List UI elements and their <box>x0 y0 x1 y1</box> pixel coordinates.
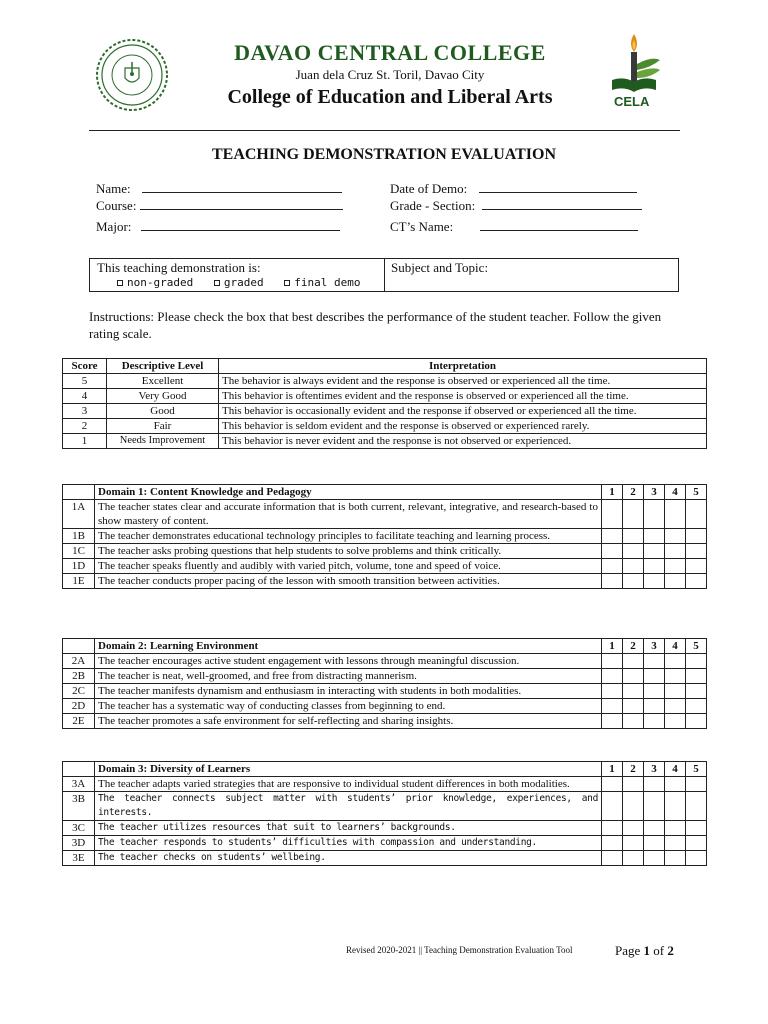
rating-checkbox-2[interactable] <box>623 699 644 714</box>
option-final-demo[interactable]: final demo <box>284 276 360 289</box>
rating-checkbox-3[interactable] <box>644 714 665 729</box>
checkbox-icon[interactable] <box>284 280 290 286</box>
criterion-row <box>63 574 707 589</box>
cela-logo-text: CELA <box>614 94 650 109</box>
rating-header-3: 3 <box>644 762 665 777</box>
rating-header-5: 5 <box>686 762 707 777</box>
header-divider <box>89 130 680 131</box>
rating-header-4: 4 <box>665 762 686 777</box>
name-field[interactable] <box>96 181 342 197</box>
scale-header-row <box>63 359 707 374</box>
rating-checkbox-1[interactable] <box>602 669 623 684</box>
domain-title: Domain 2: Learning Environment <box>95 639 602 654</box>
rating-checkbox-2[interactable] <box>623 500 644 529</box>
rating-checkbox-3[interactable] <box>644 529 665 544</box>
page-total: 2 <box>667 943 674 958</box>
criterion-text: The teacher speaks fluently and audibly with varied pitch, volume, tone and speed of voice. <box>95 559 602 574</box>
major-label: Major: <box>96 219 132 234</box>
grade-field[interactable] <box>390 198 642 214</box>
rating-checkbox-1[interactable] <box>602 654 623 669</box>
criterion-row <box>63 684 707 699</box>
demo-type-box <box>89 258 679 292</box>
criterion-text: The teacher utilizes resources that suit to learners’ backgrounds. <box>95 821 602 836</box>
rating-checkbox-3[interactable] <box>644 699 665 714</box>
level-header: Descriptive Level <box>107 359 219 374</box>
rating-checkbox-5[interactable] <box>686 699 707 714</box>
page-word: Page <box>615 943 641 958</box>
rating-checkbox-2[interactable] <box>623 559 644 574</box>
rating-checkbox-4[interactable] <box>665 699 686 714</box>
rating-header-2: 2 <box>623 485 644 500</box>
rating-checkbox-5[interactable] <box>686 777 707 792</box>
rating-checkbox-4[interactable] <box>665 851 686 866</box>
domain-1-table <box>62 484 707 589</box>
scale-score: 1 <box>63 434 107 449</box>
rating-checkbox-5[interactable] <box>686 714 707 729</box>
date-input-line[interactable] <box>479 183 637 193</box>
criterion-code: 3E <box>63 851 95 866</box>
scale-interpretation: The behavior is always evident and the response is observed or experienced all the time. <box>219 374 707 389</box>
scale-level: Very Good <box>107 389 219 404</box>
scale-score: 2 <box>63 419 107 434</box>
criterion-code: 3C <box>63 821 95 836</box>
criterion-text: The teacher manifests dynamism and enthusiasm in interacting with students in both modalities. <box>95 684 602 699</box>
page-of-word: of <box>653 943 665 958</box>
criterion-text: The teacher checks on students’ wellbeing. <box>95 851 602 866</box>
scale-row <box>63 374 707 389</box>
name-input-line[interactable] <box>142 183 342 193</box>
grade-input-line[interactable] <box>482 200 642 210</box>
rating-checkbox-1[interactable] <box>602 574 623 589</box>
page-indicator <box>615 943 674 959</box>
rating-checkbox-3[interactable] <box>644 836 665 851</box>
rating-checkbox-1[interactable] <box>602 500 623 529</box>
rating-checkbox-3[interactable] <box>644 777 665 792</box>
rating-checkbox-1[interactable] <box>602 699 623 714</box>
rating-checkbox-5[interactable] <box>686 500 707 529</box>
rating-checkbox-2[interactable] <box>623 792 644 821</box>
rating-checkbox-1[interactable] <box>602 714 623 729</box>
criterion-code: 2A <box>63 654 95 669</box>
rating-header-3: 3 <box>644 639 665 654</box>
criterion-code: 1B <box>63 529 95 544</box>
rating-checkbox-2[interactable] <box>623 821 644 836</box>
scale-score: 3 <box>63 404 107 419</box>
rating-checkbox-3[interactable] <box>644 684 665 699</box>
rating-checkbox-4[interactable] <box>665 669 686 684</box>
criterion-row <box>63 544 707 559</box>
criterion-text: The teacher responds to students’ difficulties with compassion and understanding. <box>95 836 602 851</box>
criterion-text: The teacher adapts varied strategies that are responsive to individual student differences in both modalities. <box>95 777 602 792</box>
code-header-cell <box>63 485 95 500</box>
criterion-text: The teacher states clear and accurate information that is both current, relevant, integrative, and research-based to show mastery of content. <box>95 500 602 529</box>
criterion-row <box>63 699 707 714</box>
rating-checkbox-2[interactable] <box>623 654 644 669</box>
code-header-cell <box>63 762 95 777</box>
rating-checkbox-3[interactable] <box>644 851 665 866</box>
grade-label: Grade - Section: <box>390 198 476 213</box>
option-non-graded[interactable]: non-graded <box>117 276 193 289</box>
rating-checkbox-5[interactable] <box>686 836 707 851</box>
domain-title: Domain 3: Diversity of Learners <box>95 762 602 777</box>
criterion-row <box>63 529 707 544</box>
rating-checkbox-3[interactable] <box>644 559 665 574</box>
rating-checkbox-4[interactable] <box>665 529 686 544</box>
rating-checkbox-5[interactable] <box>686 669 707 684</box>
page-number: 1 <box>643 943 651 958</box>
criterion-row <box>63 654 707 669</box>
scale-level: Needs Improvement <box>107 434 219 449</box>
rating-checkbox-5[interactable] <box>686 544 707 559</box>
criterion-code: 3D <box>63 836 95 851</box>
criterion-code: 1E <box>63 574 95 589</box>
date-field[interactable] <box>390 181 637 197</box>
criterion-code: 1A <box>63 500 95 529</box>
rating-checkbox-5[interactable] <box>686 574 707 589</box>
rating-checkbox-4[interactable] <box>665 684 686 699</box>
rating-checkbox-5[interactable] <box>686 654 707 669</box>
rating-header-5: 5 <box>686 639 707 654</box>
criterion-row <box>63 777 707 792</box>
scale-row <box>63 389 707 404</box>
major-field[interactable] <box>96 219 340 235</box>
rating-header-1: 1 <box>602 485 623 500</box>
rating-checkbox-1[interactable] <box>602 559 623 574</box>
criterion-code: 1D <box>63 559 95 574</box>
rating-checkbox-1[interactable] <box>602 684 623 699</box>
rating-checkbox-5[interactable] <box>686 559 707 574</box>
rating-checkbox-3[interactable] <box>644 574 665 589</box>
domain-header-row <box>63 639 707 654</box>
scale-score: 5 <box>63 374 107 389</box>
criterion-code: 2B <box>63 669 95 684</box>
scale-score: 4 <box>63 389 107 404</box>
criterion-code: 2D <box>63 699 95 714</box>
rating-checkbox-1[interactable] <box>602 836 623 851</box>
course-label: Course: <box>96 198 137 213</box>
rating-header-5: 5 <box>686 485 707 500</box>
criterion-row <box>63 559 707 574</box>
criterion-row <box>63 836 707 851</box>
ct-field[interactable] <box>390 219 638 235</box>
rating-checkbox-1[interactable] <box>602 544 623 559</box>
rating-header-2: 2 <box>623 762 644 777</box>
department-name: College of Education and Liberal Arts <box>227 86 553 108</box>
rating-checkbox-3[interactable] <box>644 821 665 836</box>
scale-interpretation: This behavior is never evident and the response is not observed or experienced. <box>219 434 707 449</box>
rating-checkbox-4[interactable] <box>665 574 686 589</box>
scale-row <box>63 419 707 434</box>
rating-checkbox-2[interactable] <box>623 684 644 699</box>
rating-checkbox-2[interactable] <box>623 714 644 729</box>
course-input-line[interactable] <box>140 200 343 210</box>
criterion-text: The teacher connects subject matter with students’ prior knowledge, experiences, and interests. <box>95 792 602 821</box>
rating-checkbox-3[interactable] <box>644 500 665 529</box>
scale-level: Good <box>107 404 219 419</box>
domain-title: Domain 1: Content Knowledge and Pedagogy <box>95 485 602 500</box>
checkbox-icon[interactable] <box>117 280 123 286</box>
criterion-row <box>63 714 707 729</box>
scale-interpretation: This behavior is occasionally evident and the response if observed or experienced all the time. <box>219 404 707 419</box>
course-field[interactable] <box>96 198 343 214</box>
criterion-row <box>63 792 707 821</box>
criterion-row <box>63 851 707 866</box>
rating-checkbox-5[interactable] <box>686 851 707 866</box>
scale-level: Fair <box>107 419 219 434</box>
criterion-code: 1C <box>63 544 95 559</box>
rating-checkbox-2[interactable] <box>623 851 644 866</box>
major-input-line[interactable] <box>141 221 340 231</box>
score-header: Score <box>63 359 107 374</box>
domain-3-table <box>62 761 707 866</box>
criterion-text: The teacher promotes a safe environment for self-reflecting and sharing insights. <box>95 714 602 729</box>
scale-row <box>63 404 707 419</box>
criterion-row <box>63 821 707 836</box>
criterion-row <box>63 669 707 684</box>
criterion-text: The teacher encourages active student engagement with lessons through meaningful discussion. <box>95 654 602 669</box>
rating-checkbox-3[interactable] <box>644 669 665 684</box>
checkbox-icon[interactable] <box>214 280 220 286</box>
college-address: Juan dela Cruz St. Toril, Davao City <box>295 67 485 82</box>
rating-checkbox-1[interactable] <box>602 792 623 821</box>
rating-checkbox-2[interactable] <box>623 669 644 684</box>
rating-checkbox-4[interactable] <box>665 792 686 821</box>
rating-checkbox-5[interactable] <box>686 792 707 821</box>
rating-checkbox-4[interactable] <box>665 559 686 574</box>
scale-interpretation: This behavior is seldom evident and the response is observed or experienced rarely. <box>219 419 707 434</box>
rating-checkbox-2[interactable] <box>623 777 644 792</box>
rating-checkbox-2[interactable] <box>623 574 644 589</box>
rating-header-3: 3 <box>644 485 665 500</box>
interpretation-header: Interpretation <box>219 359 707 374</box>
rating-header-1: 1 <box>602 762 623 777</box>
college-name: DAVAO CENTRAL COLLEGE <box>234 40 546 65</box>
rating-checkbox-4[interactable] <box>665 821 686 836</box>
code-header-cell <box>63 639 95 654</box>
rating-checkbox-1[interactable] <box>602 851 623 866</box>
rating-checkbox-2[interactable] <box>623 836 644 851</box>
rating-checkbox-4[interactable] <box>665 654 686 669</box>
rating-checkbox-4[interactable] <box>665 500 686 529</box>
ct-label: CT’s Name: <box>390 219 454 234</box>
criterion-text: The teacher conducts proper pacing of the lesson with smooth transition between activities. <box>95 574 602 589</box>
rating-checkbox-4[interactable] <box>665 777 686 792</box>
rating-checkbox-4[interactable] <box>665 714 686 729</box>
instructions: Instructions: Please check the box that best describes the performance of the student teacher. Follow the given rating scale. <box>89 309 662 341</box>
rating-checkbox-4[interactable] <box>665 544 686 559</box>
rating-checkbox-2[interactable] <box>623 544 644 559</box>
criterion-row <box>63 500 707 529</box>
domain-header-row <box>63 485 707 500</box>
demo-type-label: This teaching demonstration is: <box>97 260 261 275</box>
subject-topic-field[interactable]: Subject and Topic: <box>391 260 489 275</box>
criterion-code: 3B <box>63 792 95 821</box>
criterion-code: 2E <box>63 714 95 729</box>
criterion-code: 2C <box>63 684 95 699</box>
scale-level: Excellent <box>107 374 219 389</box>
rating-header-4: 4 <box>665 639 686 654</box>
scale-interpretation: This behavior is oftentimes evident and the response is observed or experienced all the time. <box>219 389 707 404</box>
option-graded[interactable]: graded <box>214 276 264 289</box>
domain-header-row <box>63 762 707 777</box>
scale-row <box>63 434 707 449</box>
criterion-text: The teacher is neat, well-groomed, and free from distracting mannerism. <box>95 669 602 684</box>
date-label: Date of Demo: <box>390 181 468 196</box>
rating-checkbox-5[interactable] <box>686 684 707 699</box>
rating-header-1: 1 <box>602 639 623 654</box>
criterion-code: 3A <box>63 777 95 792</box>
criterion-text: The teacher asks probing questions that help students to solve problems and think critically. <box>95 544 602 559</box>
rating-checkbox-1[interactable] <box>602 777 623 792</box>
rating-checkbox-4[interactable] <box>665 836 686 851</box>
rating-checkbox-5[interactable] <box>686 529 707 544</box>
domain-2-table <box>62 638 707 729</box>
rating-checkbox-5[interactable] <box>686 821 707 836</box>
name-label: Name: <box>96 181 131 196</box>
rating-scale-table <box>62 358 707 449</box>
rating-header-2: 2 <box>623 639 644 654</box>
rating-checkbox-3[interactable] <box>644 654 665 669</box>
rating-checkbox-2[interactable] <box>623 529 644 544</box>
criterion-text: The teacher demonstrates educational technology principles to facilitate teaching and learning process. <box>95 529 602 544</box>
rating-checkbox-3[interactable] <box>644 792 665 821</box>
form-title: TEACHING DEMONSTRATION EVALUATION <box>211 146 557 163</box>
ct-input-line[interactable] <box>480 221 638 231</box>
criterion-text: The teacher has a systematic way of conducting classes from beginning to end. <box>95 699 602 714</box>
rating-header-4: 4 <box>665 485 686 500</box>
revision-note: Revised 2020-2021 || Teaching Demonstration Evaluation Tool <box>346 945 573 955</box>
rating-checkbox-1[interactable] <box>602 529 623 544</box>
rating-checkbox-3[interactable] <box>644 544 665 559</box>
rating-checkbox-1[interactable] <box>602 821 623 836</box>
